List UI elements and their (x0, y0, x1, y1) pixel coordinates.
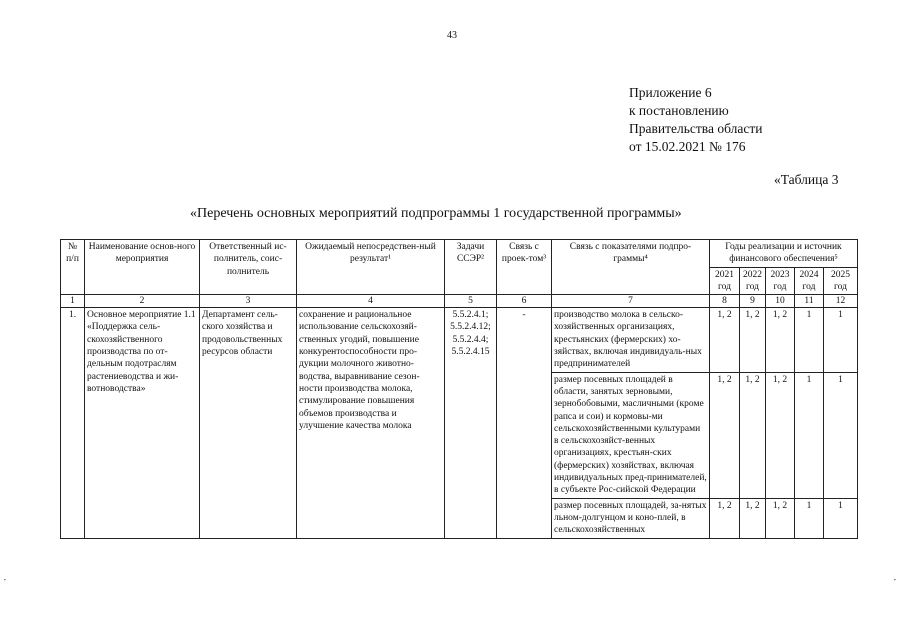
header-projects: Связь с проек-том³ (497, 240, 552, 295)
executor: Департамент сель-ского хозяйства и продовольственных ресурсов области (200, 308, 297, 538)
indicator-text: производство молока в сельско-хозяйственных организациях, крестьянских (фермерских) хо-зяйствах, включая индивидуаль-ных предпринимателей (552, 308, 710, 372)
header-num: № п/п (61, 240, 85, 295)
col-number: 9 (740, 295, 766, 308)
header-years-group: Годы реализации и источник финансового обеспечения⁵ (710, 240, 858, 268)
page-number: 43 (447, 30, 457, 41)
col-number: 4 (297, 295, 445, 308)
header-year-2022: 2022 год (740, 267, 766, 295)
year-value: 1 (824, 498, 858, 538)
expected-result: сохранение и рациональное использование сельскохозяй-ственных угодий, повышение конкурентоспособности про-дукции молочного животно-водства, выравнивание сезон-ности производства молока, стимулирование повышения объемов производства и улучшение качества молока (297, 308, 445, 538)
year-value: 1, 2 (740, 372, 766, 498)
header-year-2024: 2024 год (795, 267, 824, 295)
header-tasks: Задачи ССЭР² (445, 240, 497, 295)
project-link: - (497, 308, 552, 538)
col-number: 8 (710, 295, 740, 308)
year-value: 1, 2 (766, 498, 795, 538)
year-value: 1 (795, 498, 824, 538)
appendix-line: от 15.02.2021 № 176 (629, 139, 746, 154)
year-value: 1 (824, 372, 858, 498)
header-result: Ожидаемый непосредствен-ный результат¹ (297, 240, 445, 295)
col-number: 3 (200, 295, 297, 308)
year-value: 1, 2 (766, 308, 795, 372)
col-number: 12 (824, 295, 858, 308)
year-value: 1, 2 (766, 372, 795, 498)
year-value: 1, 2 (740, 498, 766, 538)
appendix-line: Правительства области (629, 121, 763, 136)
col-number: 11 (795, 295, 824, 308)
year-value: 1 (795, 372, 824, 498)
year-value: 1, 2 (710, 308, 740, 372)
col-number: 2 (85, 295, 200, 308)
col-number: 10 (766, 295, 795, 308)
header-year-2021: 2021 год (710, 267, 740, 295)
column-numbers-row (61, 295, 858, 308)
left-edge-mark: ⠁ (3, 578, 10, 588)
appendix-line: к постановлению (629, 103, 729, 118)
year-value: 1 (824, 308, 858, 372)
header-indicators: Связь с показателями подпро-граммы⁴ (552, 240, 710, 295)
measures-table (60, 239, 858, 539)
right-edge-mark: ⠁ (893, 578, 900, 588)
appendix-line: Приложение 6 (629, 85, 712, 100)
document-title: «Перечень основных мероприятий подпрограммы 1 государственной программы» (190, 206, 682, 221)
indicator-text: размер посевных площадей, за-нятых льном-долгунцом и коно-плей, в сельскохозяйственных (552, 498, 710, 538)
col-number: 5 (445, 295, 497, 308)
col-number: 7 (552, 295, 710, 308)
col-number: 1 (61, 295, 85, 308)
tasks-ssep: 5.5.2.4.1; 5.5.2.4.12; 5.5.2.4.4; 5.5.2.4.15 (445, 308, 497, 538)
measure-name: Основное мероприятие 1.1 «Поддержка сель-скохозяйственного производства по от-дельным подотраслям растениеводства и жи-вотноводства» (85, 308, 200, 538)
indicator-text: размер посевных площадей в области, занятых зерновыми, зернобобовыми, масличными (кроме рапса и сои) и кормовы-ми сельскохозяйственными культурами в сельскохозяйст-венных организациях, крестьян-ских (фермерских) хозяйствах, включая индивидуальных пред-принимателей, в субъекте Рос-сийской Федерации (552, 372, 710, 498)
row-num: 1. (61, 308, 85, 538)
year-value: 1, 2 (710, 372, 740, 498)
table-label: «Таблица 3 (774, 172, 839, 187)
col-number: 6 (497, 295, 552, 308)
table-row (61, 308, 858, 372)
header-executor: Ответственный ис-полнитель, соис-полнитель (200, 240, 297, 295)
year-value: 1, 2 (710, 498, 740, 538)
header-year-2023: 2023 год (766, 267, 795, 295)
header-row (61, 240, 858, 268)
header-name: Наименование основ-ного мероприятия (85, 240, 200, 295)
year-value: 1 (795, 308, 824, 372)
appendix-header (629, 84, 762, 156)
header-year-2025: 2025 год (824, 267, 858, 295)
year-value: 1, 2 (740, 308, 766, 372)
